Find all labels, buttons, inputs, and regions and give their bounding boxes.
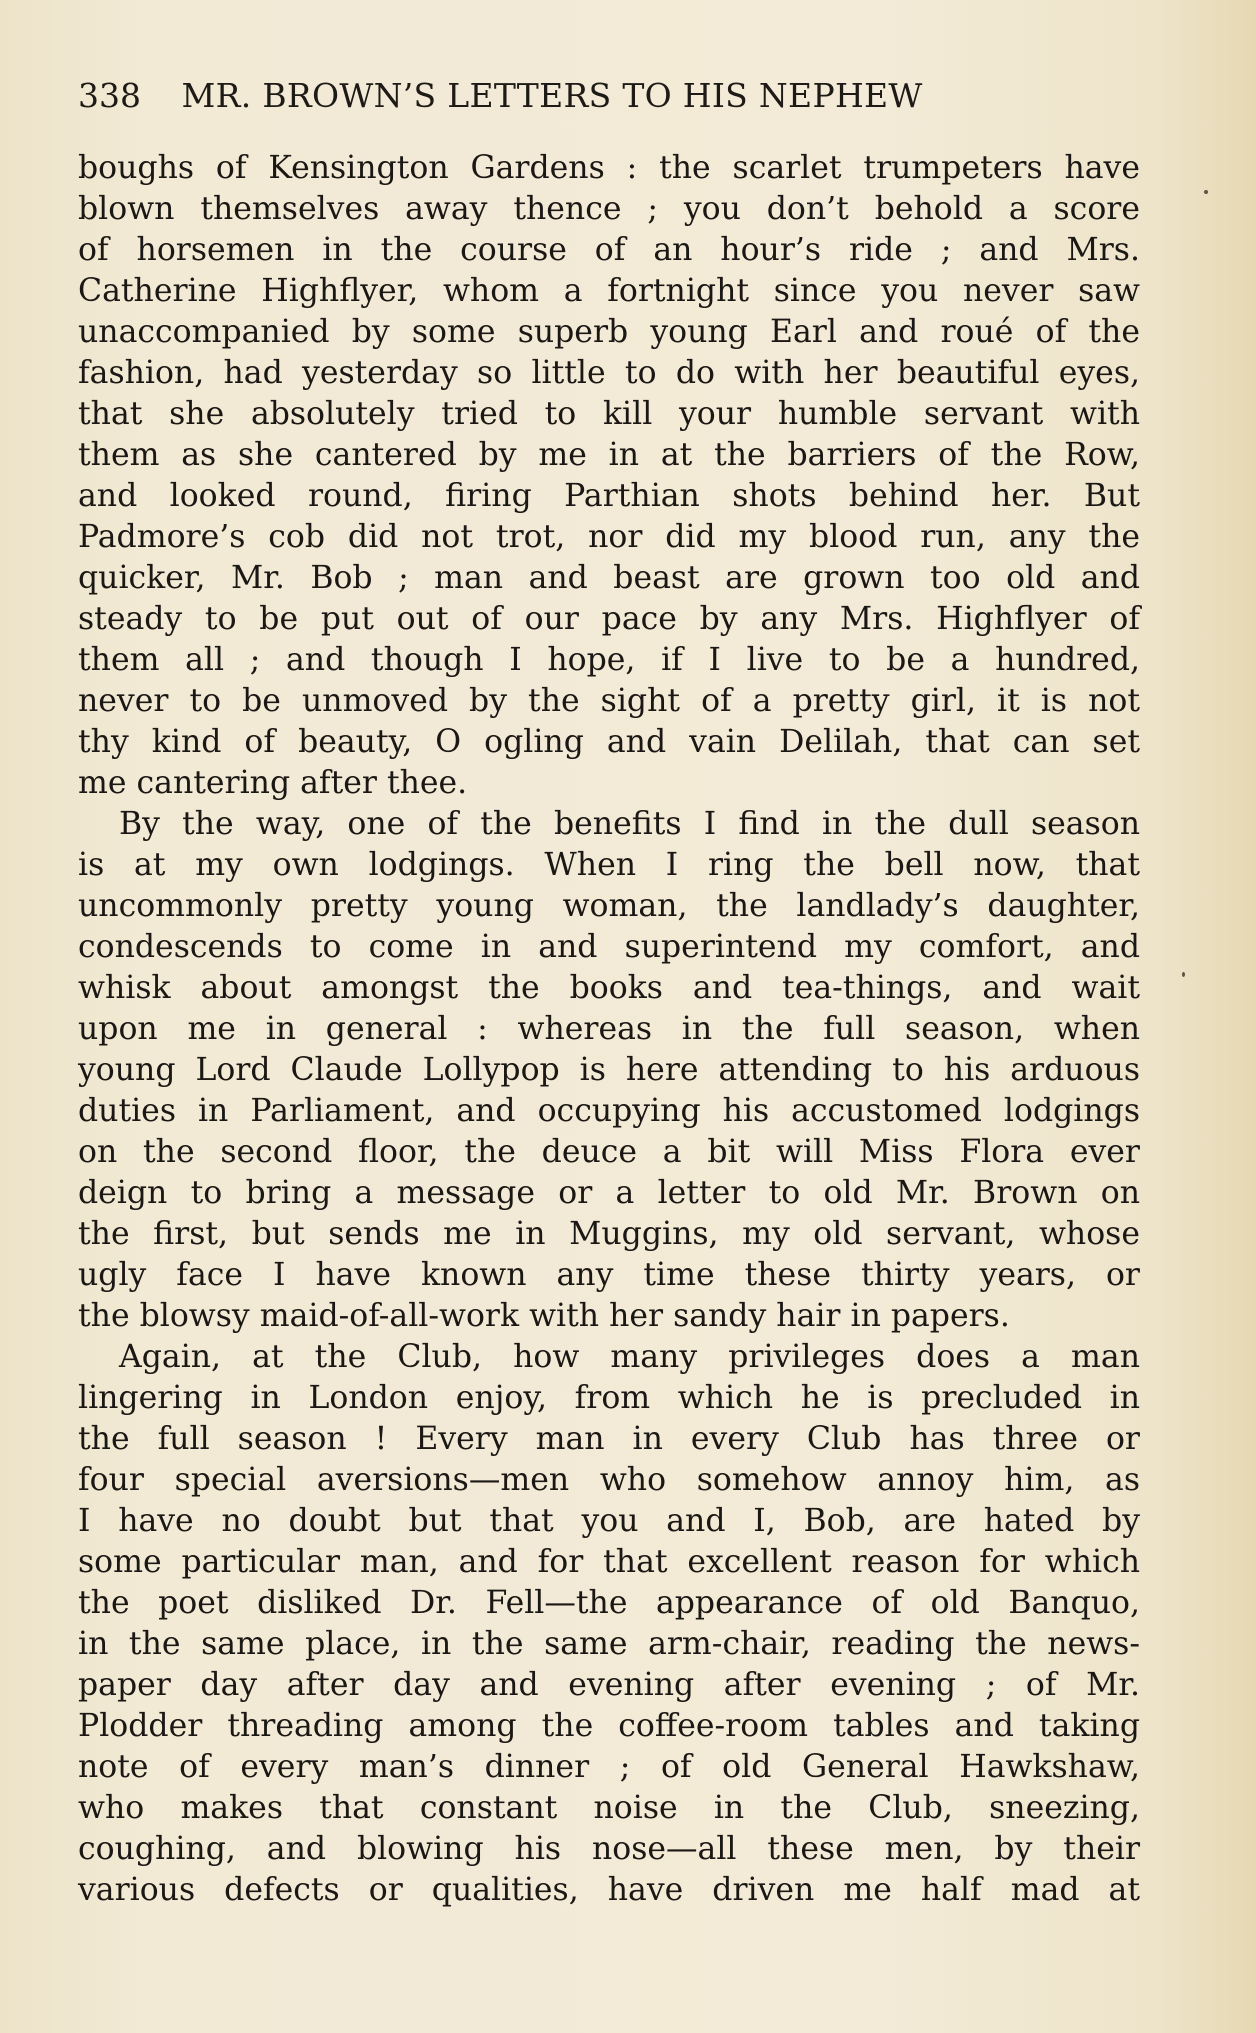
paragraph xyxy=(78,148,1140,804)
text-line: who makes that constant noise in the Club, sneezing, xyxy=(78,1790,1140,1826)
text-line: four special aversions—men who somehow annoy him, as xyxy=(78,1462,1140,1498)
text-line: whisk about amongst the books and tea-things, and wait xyxy=(78,970,1140,1006)
text-line: note of every man’s dinner ; of old General Hawkshaw, xyxy=(78,1749,1140,1785)
text-line: unaccompanied by some superb young Earl and roué of the xyxy=(78,314,1140,350)
text-line: Catherine Highflyer, whom a fortnight since you never saw xyxy=(78,273,1140,309)
text-line: fashion, had yesterday so little to do with her beautiful eyes, xyxy=(78,355,1140,391)
text-line: I have no doubt but that you and I, Bob, are hated by xyxy=(78,1503,1140,1539)
text-line: the blowsy maid-of-all-work with her sandy hair in papers. xyxy=(78,1298,1010,1334)
text-line: lingering in London enjoy, from which he is precluded in xyxy=(78,1380,1140,1416)
text-line: deign to bring a message or a letter to old Mr. Brown on xyxy=(78,1175,1140,1211)
text-line: some particular man, and for that excellent reason for which xyxy=(78,1544,1140,1580)
text-line: duties in Parliament, and occupying his accustomed lodgings xyxy=(78,1093,1140,1129)
text-line: Padmore’s cob did not trot, nor did my blood run, any the xyxy=(78,519,1140,555)
text-line: me cantering after thee. xyxy=(78,765,468,801)
text-line: them all ; and though I hope, if I live to be a hundred, xyxy=(78,642,1140,678)
running-title: MR. BROWN’S LETTERS TO HIS NEPHEW xyxy=(181,76,923,115)
text-line: steady to be put out of our pace by any Mrs. Highflyer of xyxy=(78,601,1140,637)
text-line: and looked round, firing Parthian shots behind her. But xyxy=(78,478,1140,514)
page-number: 338 xyxy=(78,76,141,115)
text-line: them as she cantered by me in at the barriers of the Row, xyxy=(78,437,1140,473)
text-line: that she absolutely tried to kill your humble servant with xyxy=(78,396,1140,432)
text-line: young Lord Claude Lollypop is here attending to his arduous xyxy=(78,1052,1140,1088)
paragraph xyxy=(78,1337,1140,1911)
text-line: blown themselves away thence ; you don’t behold a score xyxy=(78,191,1140,227)
text-line: never to be unmoved by the sight of a pretty girl, it is not xyxy=(78,683,1140,719)
print-speck-decoration xyxy=(1182,972,1185,977)
text-line: various defects or qualities, have driven me half mad at xyxy=(78,1872,1140,1908)
text-line: the poet disliked Dr. Fell—the appearance of old Banquo, xyxy=(78,1585,1140,1621)
text-line: uncommonly pretty young woman, the landlady’s daughter, xyxy=(78,888,1140,924)
print-speck-decoration xyxy=(1204,190,1208,194)
text-line: is at my own lodgings. When I ring the bell now, that xyxy=(78,847,1140,883)
text-line: condescends to come in and superintend my comfort, and xyxy=(78,929,1140,965)
text-line: upon me in general : whereas in the full season, when xyxy=(78,1011,1140,1047)
paragraph xyxy=(78,804,1140,1337)
text-line: coughing, and blowing his nose—all these men, by their xyxy=(78,1831,1140,1867)
text-line: Plodder threading among the coffee-room tables and taking xyxy=(78,1708,1140,1744)
body-text xyxy=(78,148,1140,1911)
text-line: on the second floor, the deuce a bit will Miss Flora ever xyxy=(78,1134,1140,1170)
text-line: boughs of Kensington Gardens : the scarlet trumpeters have xyxy=(78,150,1140,186)
text-line: thy kind of beauty, O ogling and vain Delilah, that can set xyxy=(78,724,1140,760)
text-line: of horsemen in the course of an hour’s ride ; and Mrs. xyxy=(78,232,1140,268)
text-line: quicker, Mr. Bob ; man and beast are grown too old and xyxy=(78,560,1140,596)
text-line: in the same place, in the same arm-chair, reading the news- xyxy=(78,1626,1140,1662)
page-header xyxy=(78,76,1138,122)
text-line: the full season ! Every man in every Club has three or xyxy=(78,1421,1140,1457)
text-line: By the way, one of the benefits I find in the dull season xyxy=(119,806,1140,842)
text-line: the first, but sends me in Muggins, my old servant, whose xyxy=(78,1216,1140,1252)
text-line: paper day after day and evening after evening ; of Mr. xyxy=(78,1667,1140,1703)
text-line: Again, at the Club, how many privileges does a man xyxy=(119,1339,1140,1375)
text-line: ugly face I have known any time these thirty years, or xyxy=(78,1257,1140,1293)
